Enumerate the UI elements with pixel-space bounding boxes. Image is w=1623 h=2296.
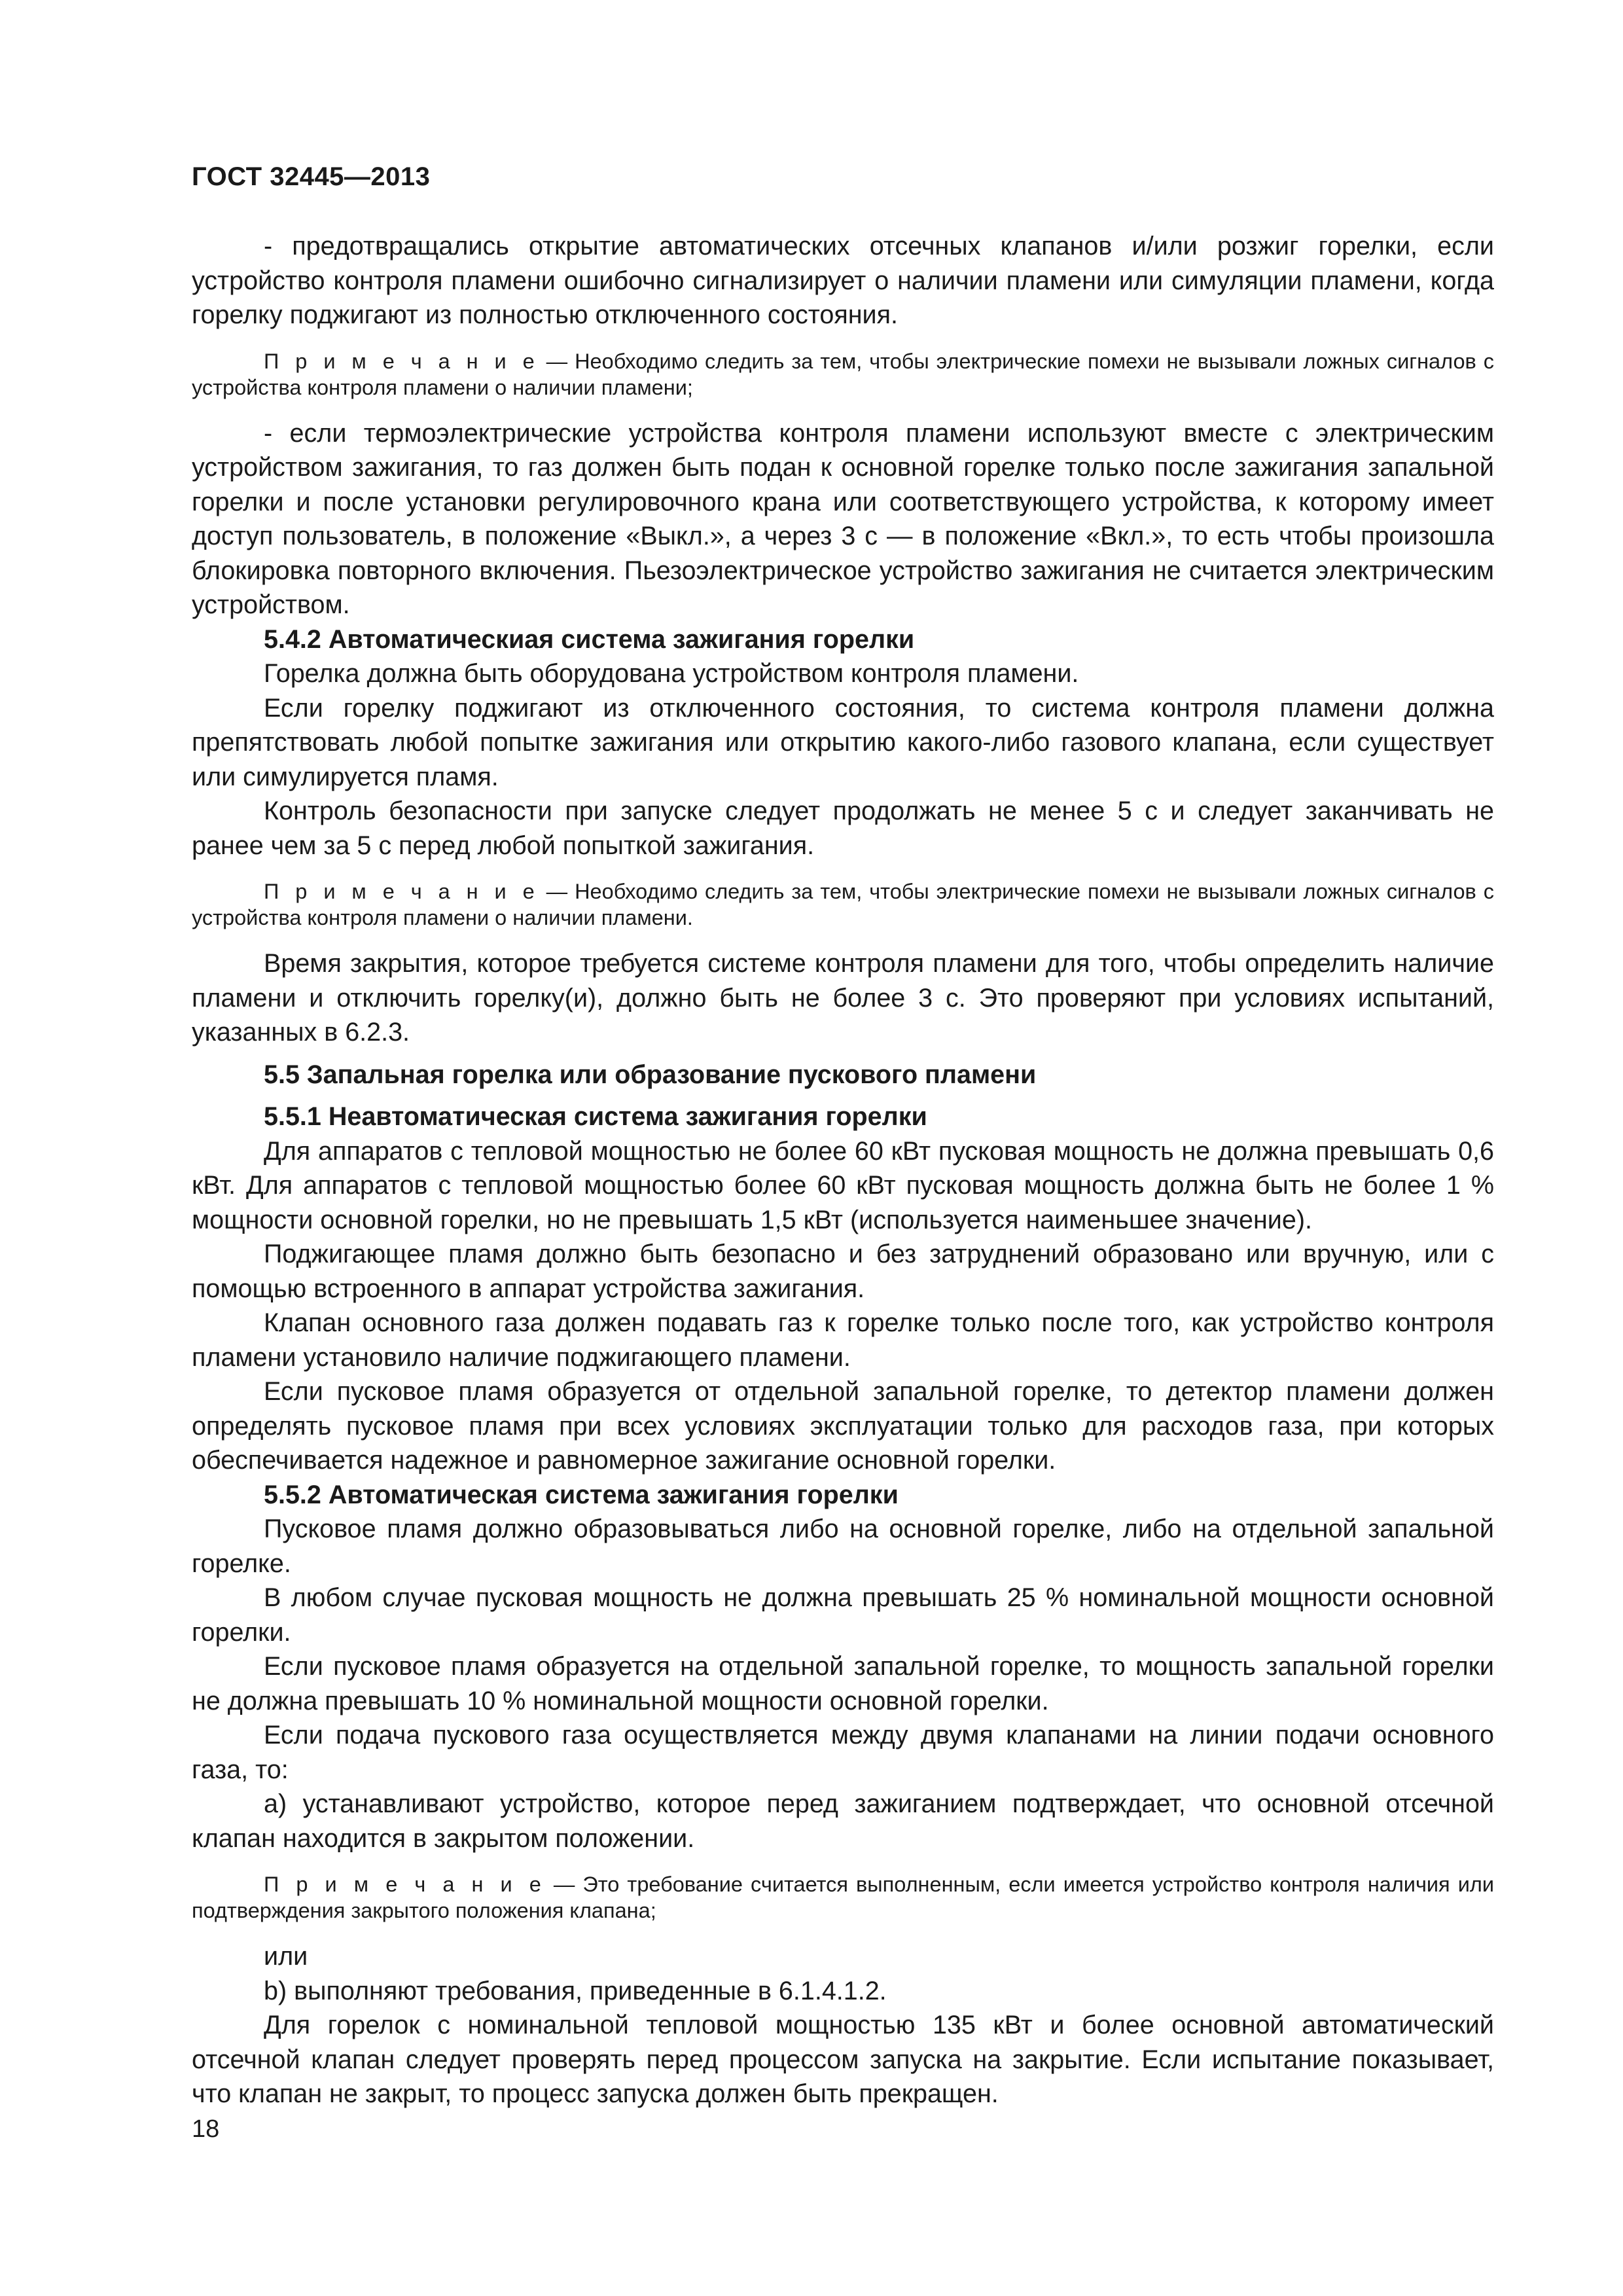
paragraph: Для аппаратов с тепловой мощностью не более 60 кВт пусковая мощность не должна превышать 0,6 кВт. Для аппаратов с тепловой мощностью более 60 кВт пусковая мощность должна быть не более 1 % мощности основной горелки, но не превышать 1,5 кВт (используется наименьшее значение). bbox=[192, 1136, 1494, 1234]
note-text: — Необходимо следить за тем, чтобы электрические помехи не вызывали ложных сигналов с устройства контроля пламени о наличии пламени; bbox=[192, 349, 1494, 399]
section-heading-5-5: 5.5 Запальная горелка или образование пускового пламени bbox=[264, 1060, 1037, 1089]
paragraph: Поджигающее пламя должно быть безопасно и без затруднений образовано или вручную, или с помощью встроенного в аппарат устройства зажигания. bbox=[192, 1240, 1494, 1303]
paragraph: Пусковое пламя должно образовываться либо на основной горелке, либо на отдельной запальной горелке. bbox=[192, 1515, 1494, 1578]
document-body bbox=[192, 229, 1494, 2111]
paragraph: Время закрытия, которое требуется системе контроля пламени для того, чтобы определить наличие пламени и отключить горелку(и), должно быть не более 3 с. Это проверяют при условиях испытаний, указанных в 6.2.3. bbox=[192, 949, 1494, 1047]
page-number: 18 bbox=[192, 2115, 220, 2143]
paragraph: - если термоэлектрические устройства контроля пламени используют вместе с электрическим устройством зажигания, то газ должен быть подан к основной горелке только после зажигания запальной горелки и после установки регулировочного крана или соответствующего устройства, к которому имеет доступ пользователь, в положение «Выкл.», а через 3 с — в положение «Вкл.», то есть чтобы произошла блокировка повторного включения. Пьезоэлектрическое устройство зажигания не считается электрическим устройством. bbox=[192, 418, 1494, 619]
paragraph: или bbox=[264, 1942, 308, 1971]
paragraph: Контроль безопасности при запуске следует продолжать не менее 5 с и следует заканчивать не ранее чем за 5 с перед любой попыткой зажигания. bbox=[192, 797, 1494, 860]
note-label: П р и м е ч а н и е bbox=[264, 349, 539, 373]
standard-code: ГОСТ 32445—2013 bbox=[192, 162, 431, 191]
section-heading-5-4-2: 5.4.2 Автоматическиая система зажигания горелки bbox=[264, 624, 915, 654]
paragraph: В любом случае пусковая мощность не должна превышать 25 % номинальной мощности основной горелки. bbox=[192, 1583, 1494, 1647]
paragraph: - предотвращались открытие автоматических отсечных клапанов и/или розжиг горелки, если устройство контроля пламени ошибочно сигнализирует о наличии пламени или симуляции пламени, когда горелку поджигают из полностью отключенного состояния. bbox=[192, 232, 1494, 329]
list-item-b: b) выполняют требования, приведенные в 6.1.4.1.2. bbox=[264, 1976, 887, 2005]
note-label: П р и м е ч а н и е bbox=[264, 1873, 546, 1896]
paragraph: Для горелок с номинальной тепловой мощностью 135 кВт и более основной автоматический отсечной клапан следует проверять перед процессом запуска на закрытие. Если испытание показывает, что клапан не закрыт, то процесс запуска должен быть прекращен. bbox=[192, 2011, 1494, 2108]
section-heading-5-5-2: 5.5.2 Автоматическая система зажигания горелки bbox=[264, 1480, 899, 1509]
paragraph: Если пусковое пламя образуется на отдельной запальной горелке, то мощность запальной горелки не должна превышать 10 % номинальной мощности основной горелки. bbox=[192, 1652, 1494, 1715]
paragraph: Клапан основного газа должен подавать газ к горелке только после того, как устройство контроля пламени установило наличие поджигающего пламени. bbox=[192, 1308, 1494, 1372]
paragraph: Горелка должна быть оборудована устройством контроля пламени. bbox=[264, 659, 1079, 688]
note-label: П р и м е ч а н и е bbox=[264, 880, 539, 903]
note bbox=[192, 1871, 1494, 1924]
paragraph: Если подача пускового газа осуществляется между двумя клапанами на линии подачи основного газа, то: bbox=[192, 1721, 1494, 1784]
paragraph: Если горелку поджигают из отключенного состояния, то система контроля пламени должна препятствовать любой попытке зажигания или открытию какого-либо газового клапана, если существует или симулируется пламя. bbox=[192, 693, 1494, 791]
paragraph: Если пусковое пламя образуется от отдельной запальной горелке, то детектор пламени должен определять пусковое пламя при всех условиях эксплуатации только для расходов газа, при которых обеспечивается надежное и равномерное зажигание основной горелки. bbox=[192, 1377, 1494, 1475]
note-text: — Необходимо следить за тем, чтобы электрические помехи не вызывали ложных сигналов с устройства контроля пламени о наличии пламени. bbox=[192, 880, 1494, 929]
note bbox=[192, 878, 1494, 931]
section-heading-5-5-1: 5.5.1 Неавтоматическая система зажигания горелки bbox=[264, 1102, 927, 1131]
note-text: — Это требование считается выполненным, если имеется устройство контроля наличия или подтверждения закрытого положения клапана; bbox=[192, 1873, 1494, 1922]
list-item-a: а) устанавливают устройство, которое перед зажиганием подтверждает, что основной отсечной клапан находится в закрытом положении. bbox=[192, 1789, 1494, 1853]
note bbox=[192, 348, 1494, 401]
